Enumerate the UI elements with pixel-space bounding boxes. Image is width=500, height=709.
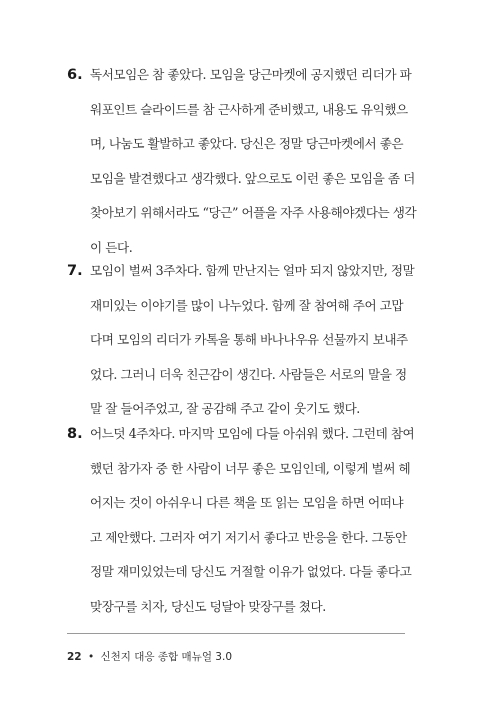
paragraph-line: 독서모임은 참 좋았다. 모임을 당근마켓에 공지했던 리더가 파 (90, 67, 412, 82)
item-paragraph (90, 424, 420, 631)
item-number: 8. (67, 426, 83, 442)
paragraph-line: 했던 참가자 중 한 사람이 너무 좋은 모임인데, 이렇게 벌써 헤 (90, 460, 411, 476)
page-footer (67, 649, 232, 664)
paragraph-line: 고 제안했다. 그러자 여기 저기서 좋다고 반응을 한다. 그동안 (90, 529, 407, 545)
paragraph-line: 모임이 벌써 3주차다. 함께 만난지는 얼마 되지 않았지만, 정말 (90, 263, 415, 278)
paragraph-line: 맞장구를 치자, 당신도 덩달아 맞장구를 쳤다. (90, 598, 326, 614)
paragraph-line: 모임을 발견했다고 생각했다. 앞으로도 이런 좋은 모임을 좀 더 (90, 170, 415, 186)
paragraph-line: 워포인트 슬라이드를 참 근사하게 준비했고, 내용도 유익했으 (90, 101, 408, 117)
paragraph-line: 찾아보기 위해서라도 “당근” 어플을 자주 사용해야겠다는 생각 (90, 205, 417, 220)
page-number: 22 (67, 651, 82, 663)
item-number: 6. (67, 67, 83, 83)
footer-bullet: • (87, 651, 95, 663)
paragraph-line: 재미있는 이야기를 많이 나누었다. 함께 잘 참여해 주어 고맙 (90, 297, 404, 313)
paragraph-line: 정말 재미있었는데 당신도 거절할 이유가 없었다. 다들 좋다고 (90, 564, 412, 579)
footer-divider (67, 633, 405, 634)
paragraph-line: 다며 모임의 리더가 카톡을 통해 바나나우유 선물까지 보내주 (90, 332, 408, 347)
item-paragraph (90, 261, 420, 434)
item-paragraph (90, 65, 420, 272)
paragraph-line: 며, 나눔도 활발하고 좋았다. 당신은 정말 당근마켓에서 좋은 (90, 136, 404, 151)
item-number: 7. (67, 263, 83, 279)
paragraph-line: 어지는 것이 아쉬우니 다른 책을 또 읽는 모임을 하면 어떠냐 (90, 495, 404, 510)
paragraph-line: 어느덧 4주차다. 마지막 모임에 다들 아쉬워 했다. 그런데 참여 (90, 426, 415, 441)
paragraph-line: 말 잘 들어주었고, 잘 공감해 주고 같이 웃기도 했다. (90, 401, 360, 416)
paragraph-line: 이 든다. (90, 239, 133, 255)
footer-title: 신천지 대응 종합 매뉴얼 3.0 (100, 651, 232, 663)
paragraph-line: 었다. 그러니 더욱 친근감이 생긴다. 사람들은 서로의 말을 정 (90, 366, 407, 382)
